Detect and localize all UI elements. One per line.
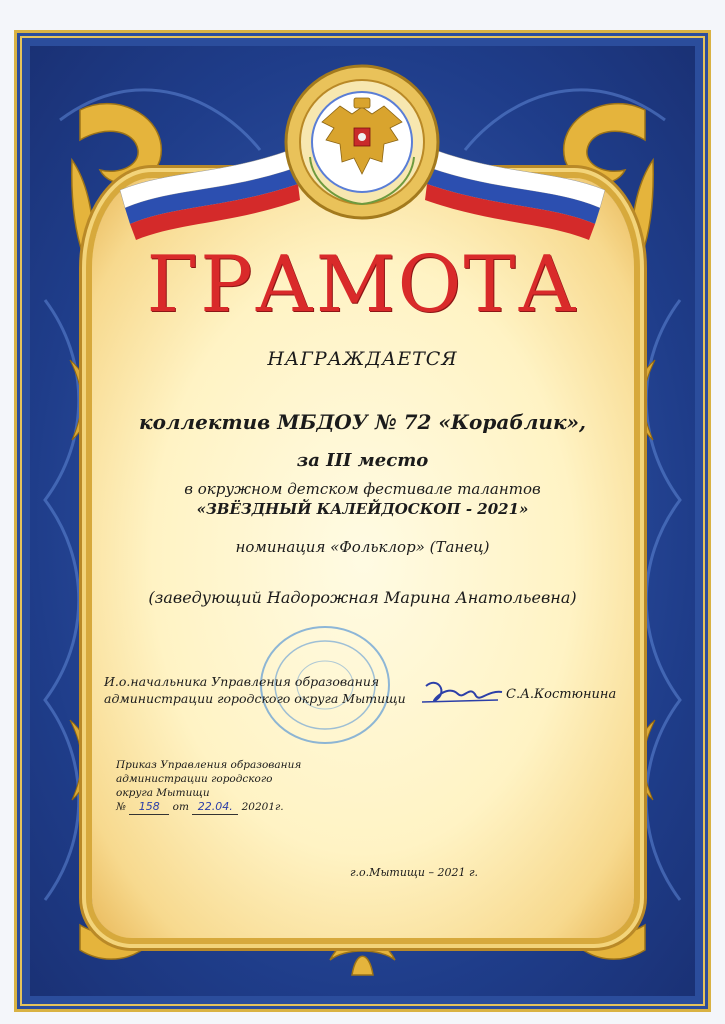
awarded-heading: НАГРАЖДАЕТСЯ [267,348,458,370]
order-no-label: № [116,801,126,813]
place-text: за III место [296,450,429,471]
recipient-text: коллектив МБДОУ № 72 «Кораблик», [139,410,586,434]
order-line-1: Приказ Управления образования [116,759,302,771]
festival-line-2: «ЗВЁЗДНЫЙ КАЛЕЙДОСКОП - 2021» [196,500,529,518]
order-line-2: администрации городского [116,773,273,785]
order-number-line [116,800,301,815]
festival-line-1: в окружном детском фестивале талантов [184,480,541,498]
signatory-name: С.А.Костюнина [506,687,617,702]
order-block [116,758,301,815]
signatory-line-2: администрации городского округа Мытищи [104,691,406,706]
order-line-3: округа Мытищи [116,787,210,799]
head-text: (заведующий Надорожная Марина Анатольевна) [148,588,577,607]
certificate-title: ГРАМОТА [146,240,579,330]
signature-icon [418,672,508,712]
order-no-value: 158 [129,800,169,815]
order-date-value: 22.04. [192,800,238,815]
signatory-line-1: И.о.начальника Управления образования [104,674,380,689]
state-emblem-icon [282,62,442,222]
order-year: 20201г. [241,801,284,813]
signatory-block [104,673,406,707]
city-year: г.о.Мытищи – 2021 г. [350,866,479,879]
nomination-text: номинация «Фольклор» (Танец) [235,538,490,556]
order-date-label: от [172,801,189,813]
